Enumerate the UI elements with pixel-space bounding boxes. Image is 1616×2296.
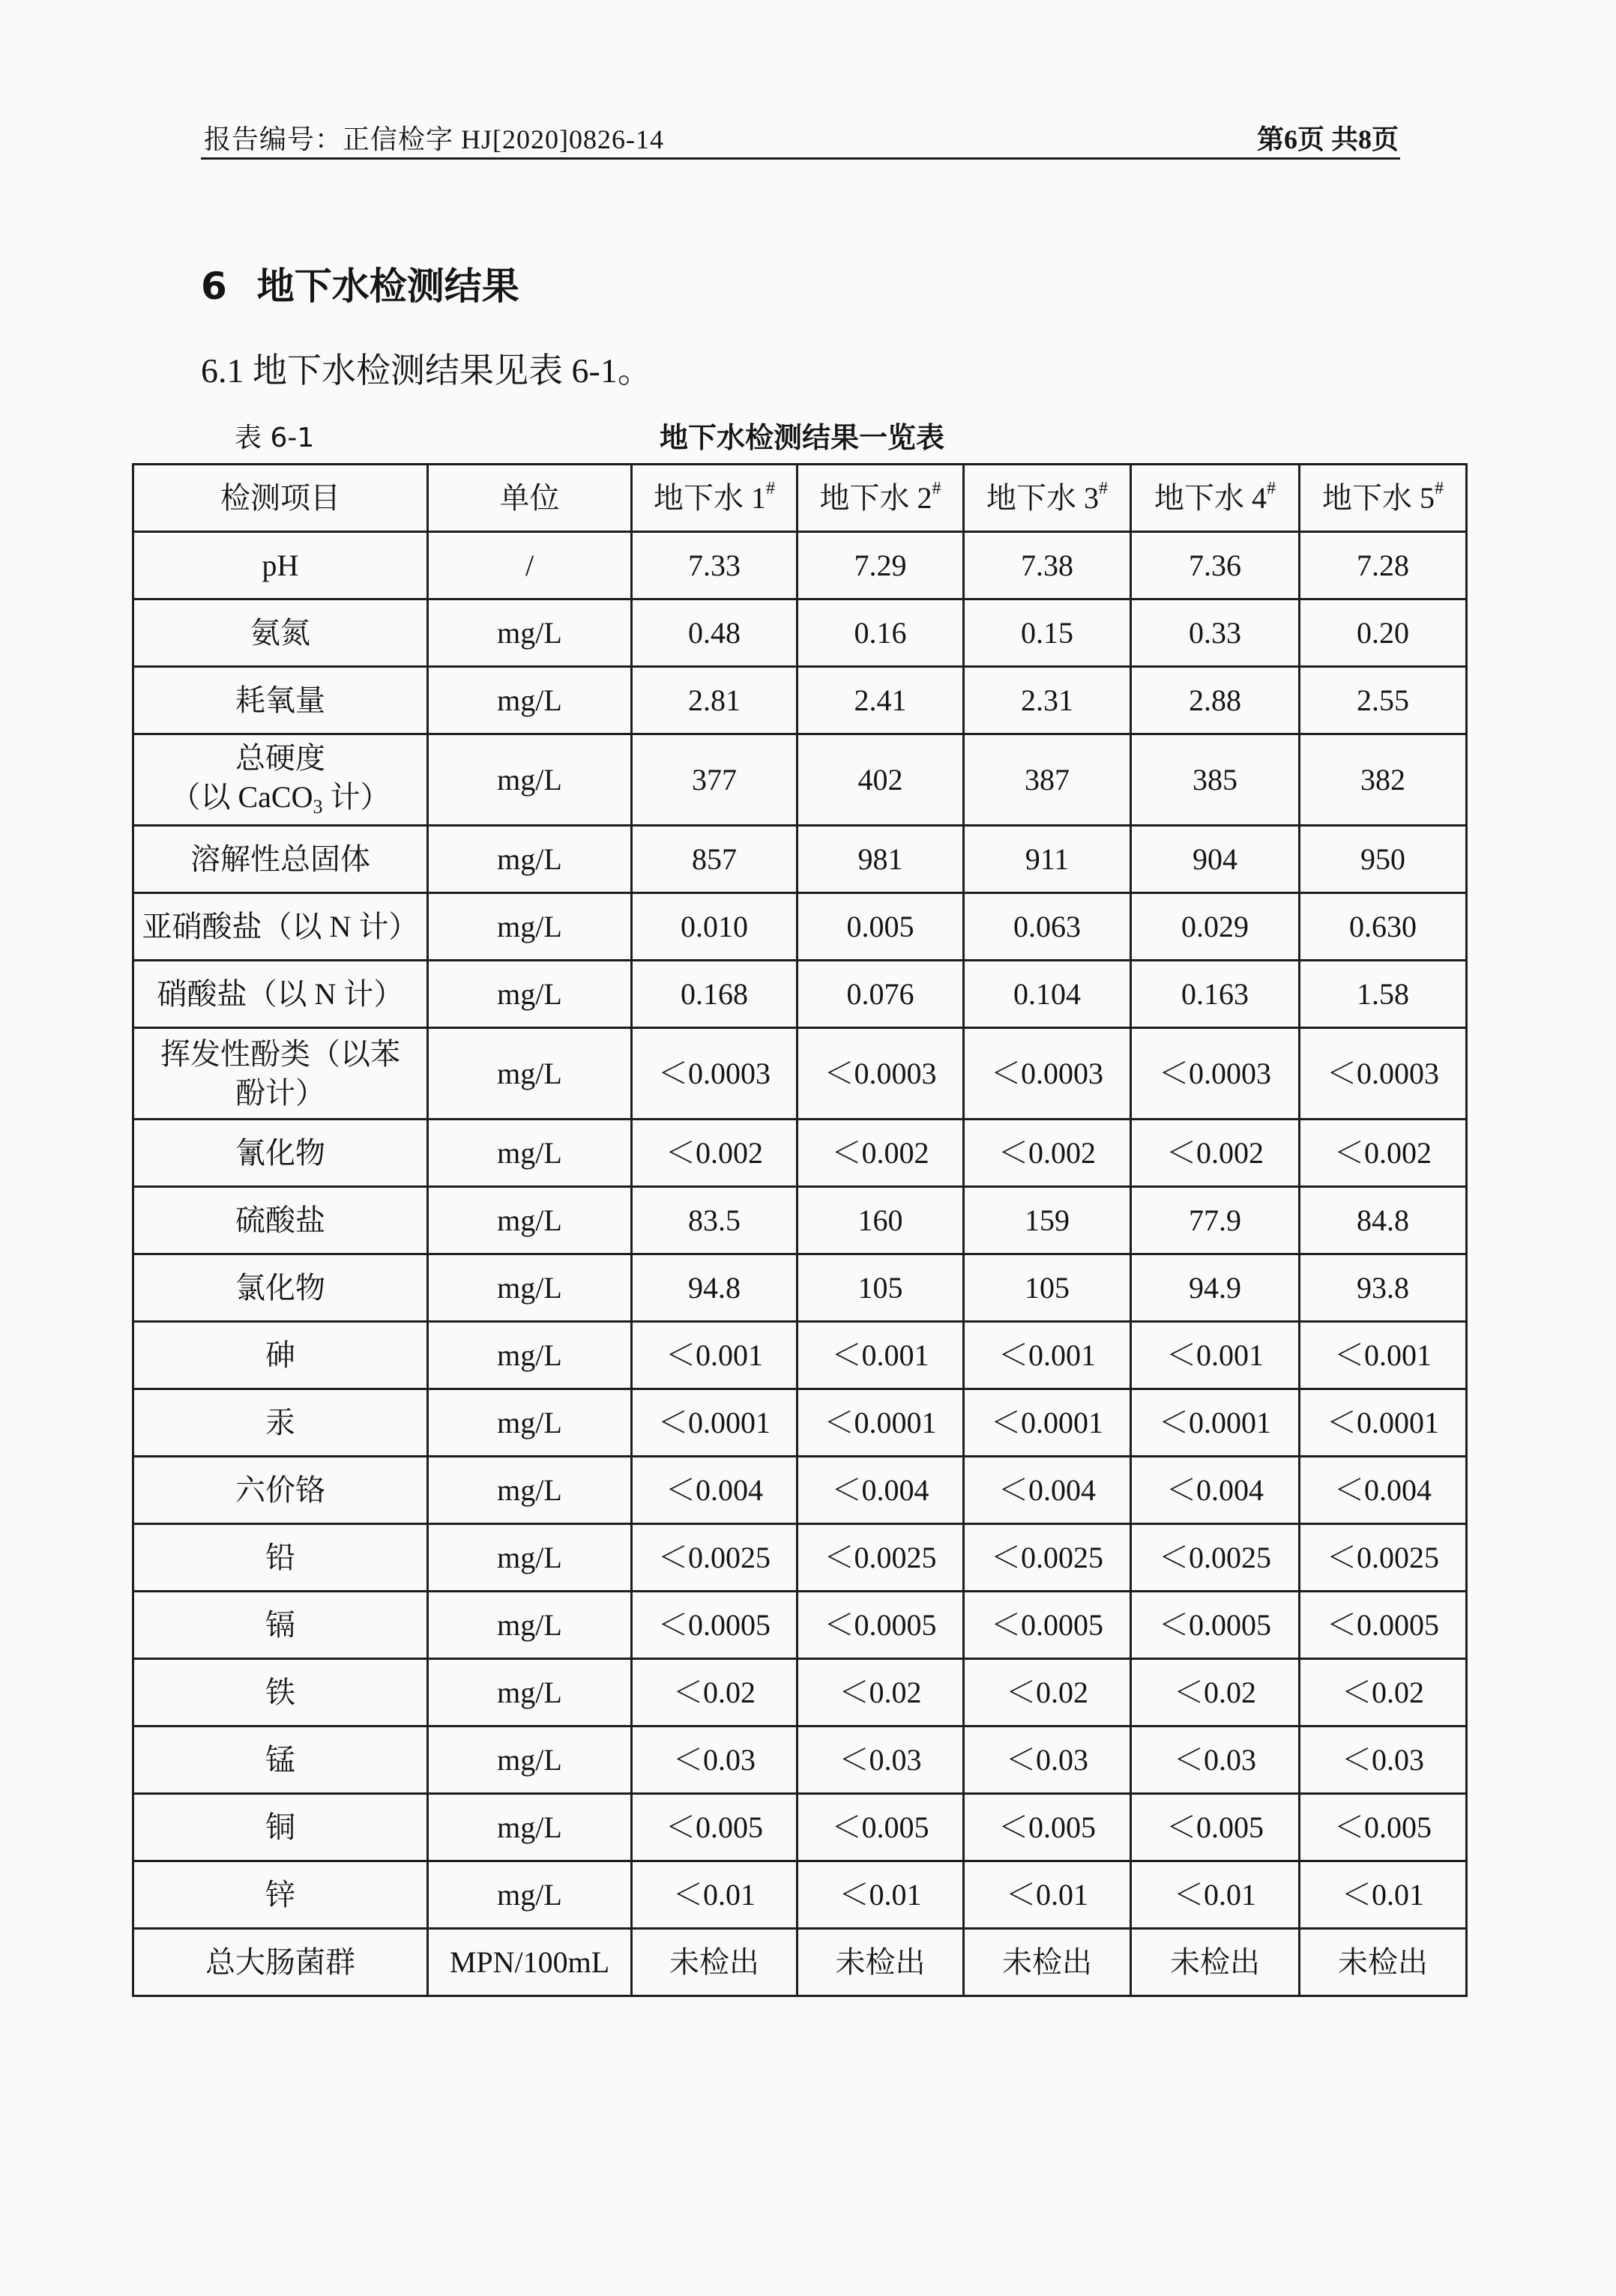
column-header-label: 地下水 4 bbox=[1154, 480, 1267, 515]
value-cell: ＜0.03 bbox=[1300, 1726, 1467, 1794]
unit-cell: mg/L bbox=[428, 1120, 632, 1187]
item-name: 总硬度 bbox=[235, 741, 325, 775]
item-name: 耗氧量 bbox=[235, 683, 325, 717]
value-cell: ＜0.005 bbox=[632, 1794, 798, 1861]
value-cell: ＜0.005 bbox=[798, 1794, 964, 1861]
item-name: 锌 bbox=[265, 1877, 295, 1912]
item-cell bbox=[133, 893, 428, 961]
item-cell bbox=[133, 1592, 428, 1659]
value-cell: 382 bbox=[1300, 734, 1467, 826]
value-cell: ＜0.02 bbox=[1131, 1659, 1300, 1726]
value-cell: 0.168 bbox=[632, 961, 798, 1028]
value-cell: 未检出 bbox=[1131, 1929, 1300, 1996]
table-row bbox=[133, 1254, 1467, 1322]
value-cell: 94.8 bbox=[632, 1254, 798, 1322]
unit-cell: mg/L bbox=[428, 961, 632, 1028]
item-note-subscript: 3 bbox=[313, 796, 323, 818]
item-cell bbox=[133, 1726, 428, 1794]
item-name: 汞 bbox=[265, 1405, 295, 1439]
column-header-label: 检测项目 bbox=[220, 480, 340, 515]
value-cell: ＜0.004 bbox=[632, 1457, 798, 1524]
value-cell: ＜0.001 bbox=[1300, 1322, 1467, 1389]
value-cell: ＜0.0005 bbox=[632, 1592, 798, 1659]
value-cell: ＜0.01 bbox=[798, 1861, 964, 1929]
value-cell: 2.55 bbox=[1300, 667, 1467, 734]
value-cell: ＜0.005 bbox=[964, 1794, 1131, 1861]
item-cell bbox=[133, 1389, 428, 1457]
value-cell: 0.076 bbox=[798, 961, 964, 1028]
value-cell: 7.38 bbox=[964, 532, 1131, 599]
value-cell: 0.33 bbox=[1131, 599, 1300, 667]
unit-cell: mg/L bbox=[428, 1592, 632, 1659]
item-name: 氨氮 bbox=[250, 615, 310, 650]
intro-paragraph: 6.1 地下水检测结果见表 6-1。 bbox=[201, 351, 652, 390]
table-row bbox=[133, 734, 1467, 826]
item-name: 砷 bbox=[265, 1338, 295, 1372]
value-cell: ＜0.0025 bbox=[964, 1524, 1131, 1592]
value-cell: 7.29 bbox=[798, 532, 964, 599]
column-header-label: 地下水 3 bbox=[986, 480, 1099, 515]
value-cell: ＜0.02 bbox=[798, 1659, 964, 1726]
unit-cell: mg/L bbox=[428, 1457, 632, 1524]
value-cell: ＜0.005 bbox=[1300, 1794, 1467, 1861]
table-label: 表 6-1 bbox=[235, 423, 315, 453]
item-note bbox=[134, 778, 426, 821]
section-heading bbox=[201, 256, 519, 310]
column-header-mark: # bbox=[1099, 478, 1108, 498]
value-cell: ＜0.0025 bbox=[1131, 1524, 1300, 1592]
value-cell: 未检出 bbox=[964, 1929, 1131, 1996]
value-cell: 未检出 bbox=[1300, 1929, 1467, 1996]
unit-cell: / bbox=[428, 532, 632, 599]
value-cell: 377 bbox=[632, 734, 798, 826]
column-header-label: 地下水 5 bbox=[1322, 480, 1435, 515]
value-cell: 105 bbox=[798, 1254, 964, 1322]
value-cell: 2.81 bbox=[632, 667, 798, 734]
item-cell bbox=[133, 667, 428, 734]
value-cell: 84.8 bbox=[1300, 1187, 1467, 1254]
section-number: 6 bbox=[201, 265, 227, 308]
value-cell: ＜0.0005 bbox=[1300, 1592, 1467, 1659]
item-name: 酚计） bbox=[235, 1075, 325, 1110]
value-cell: ＜0.0025 bbox=[798, 1524, 964, 1592]
section-title: 地下水检测结果 bbox=[256, 265, 519, 308]
value-cell: ＜0.001 bbox=[632, 1322, 798, 1389]
column-header-label: 地下水 2 bbox=[819, 480, 932, 515]
value-cell: ＜0.0001 bbox=[964, 1389, 1131, 1457]
item-cell bbox=[133, 961, 428, 1028]
table-row bbox=[133, 1120, 1467, 1187]
value-cell: 77.9 bbox=[1131, 1187, 1300, 1254]
value-cell: 159 bbox=[964, 1187, 1131, 1254]
page-number: 第6页 共8页 bbox=[1256, 124, 1399, 154]
unit-cell: mg/L bbox=[428, 1254, 632, 1322]
item-name: 硫酸盐 bbox=[235, 1203, 325, 1237]
value-cell: 0.029 bbox=[1131, 893, 1300, 961]
value-cell: ＜0.004 bbox=[1300, 1457, 1467, 1524]
value-cell: 94.9 bbox=[1131, 1254, 1300, 1322]
item-cell bbox=[133, 734, 428, 826]
value-cell: ＜0.01 bbox=[632, 1861, 798, 1929]
table-row bbox=[133, 1028, 1467, 1120]
item-note-text: 计） bbox=[322, 780, 391, 814]
value-cell: 未检出 bbox=[798, 1929, 964, 1996]
unit-cell: mg/L bbox=[428, 1187, 632, 1254]
value-cell: 7.28 bbox=[1300, 532, 1467, 599]
column-header bbox=[964, 465, 1131, 532]
item-name: 氯化物 bbox=[235, 1270, 325, 1305]
table-row bbox=[133, 1659, 1467, 1726]
table-row bbox=[133, 1929, 1467, 1996]
item-cell bbox=[133, 532, 428, 599]
value-cell: 402 bbox=[798, 734, 964, 826]
item-name: 硝酸盐（以 N 计） bbox=[157, 976, 404, 1011]
table-row bbox=[133, 826, 1467, 893]
value-cell: 981 bbox=[798, 826, 964, 893]
unit-cell: mg/L bbox=[428, 1726, 632, 1794]
column-header bbox=[1131, 465, 1300, 532]
item-name: 六价铬 bbox=[235, 1472, 325, 1507]
unit-cell: mg/L bbox=[428, 734, 632, 826]
item-name: 总大肠菌群 bbox=[205, 1945, 355, 1979]
table-row bbox=[133, 1457, 1467, 1524]
results-table bbox=[132, 463, 1468, 1997]
value-cell: ＜0.0025 bbox=[1300, 1524, 1467, 1592]
unit-cell: mg/L bbox=[428, 826, 632, 893]
unit-cell: mg/L bbox=[428, 1861, 632, 1929]
unit-cell: mg/L bbox=[428, 1794, 632, 1861]
column-header bbox=[133, 465, 428, 532]
value-cell: ＜0.01 bbox=[964, 1861, 1131, 1929]
value-cell: 385 bbox=[1131, 734, 1300, 826]
item-cell bbox=[133, 599, 428, 667]
value-cell: ＜0.005 bbox=[1131, 1794, 1300, 1861]
header-divider bbox=[201, 157, 1400, 160]
value-cell: ＜0.02 bbox=[964, 1659, 1131, 1726]
value-cell: ＜0.001 bbox=[798, 1322, 964, 1389]
column-header bbox=[428, 465, 632, 532]
value-cell: 950 bbox=[1300, 826, 1467, 893]
value-cell: 93.8 bbox=[1300, 1254, 1467, 1322]
value-cell: ＜0.002 bbox=[632, 1120, 798, 1187]
table-row bbox=[133, 1322, 1467, 1389]
item-note-text: （以 CaCO bbox=[170, 780, 313, 814]
value-cell: 0.15 bbox=[964, 599, 1131, 667]
unit-cell: mg/L bbox=[428, 667, 632, 734]
column-header-label: 单位 bbox=[499, 480, 560, 515]
column-header-mark: # bbox=[766, 478, 775, 498]
value-cell: 2.31 bbox=[964, 667, 1131, 734]
value-cell: ＜0.002 bbox=[1300, 1120, 1467, 1187]
value-cell: 2.41 bbox=[798, 667, 964, 734]
table-row bbox=[133, 1592, 1467, 1659]
item-name: 铅 bbox=[265, 1540, 295, 1574]
value-cell: ＜0.001 bbox=[964, 1322, 1131, 1389]
item-cell bbox=[133, 826, 428, 893]
value-cell: ＜0.0003 bbox=[632, 1028, 798, 1120]
column-header bbox=[798, 465, 964, 532]
value-cell: 2.88 bbox=[1131, 667, 1300, 734]
value-cell: ＜0.001 bbox=[1131, 1322, 1300, 1389]
value-cell: ＜0.02 bbox=[1300, 1659, 1467, 1726]
item-name: 锰 bbox=[265, 1742, 295, 1777]
column-header-label: 地下水 1 bbox=[654, 480, 766, 515]
value-cell: 7.36 bbox=[1131, 532, 1300, 599]
value-cell: 0.005 bbox=[798, 893, 964, 961]
unit-cell: MPN/100mL bbox=[428, 1929, 632, 1996]
unit-cell: mg/L bbox=[428, 1028, 632, 1120]
value-cell: 160 bbox=[798, 1187, 964, 1254]
value-cell: ＜0.03 bbox=[798, 1726, 964, 1794]
value-cell: 0.010 bbox=[632, 893, 798, 961]
item-name: 镉 bbox=[265, 1607, 295, 1642]
unit-cell: mg/L bbox=[428, 893, 632, 961]
value-cell: ＜0.0005 bbox=[1131, 1592, 1300, 1659]
value-cell: ＜0.0005 bbox=[798, 1592, 964, 1659]
value-cell: 0.20 bbox=[1300, 599, 1467, 667]
table-row bbox=[133, 667, 1467, 734]
value-cell: ＜0.0003 bbox=[798, 1028, 964, 1120]
value-cell: ＜0.002 bbox=[798, 1120, 964, 1187]
value-cell: ＜0.004 bbox=[798, 1457, 964, 1524]
value-cell: ＜0.03 bbox=[1131, 1726, 1300, 1794]
value-cell: 904 bbox=[1131, 826, 1300, 893]
item-cell bbox=[133, 1929, 428, 1996]
value-cell: ＜0.01 bbox=[1131, 1861, 1300, 1929]
table-row bbox=[133, 1794, 1467, 1861]
value-cell: 105 bbox=[964, 1254, 1131, 1322]
value-cell: 0.630 bbox=[1300, 893, 1467, 961]
table-title: 地下水检测结果一览表 bbox=[660, 421, 945, 454]
table-row bbox=[133, 1187, 1467, 1254]
value-cell: ＜0.03 bbox=[964, 1726, 1131, 1794]
value-cell: ＜0.002 bbox=[1131, 1120, 1300, 1187]
item-name: 溶解性总固体 bbox=[190, 842, 370, 876]
value-cell: ＜0.0005 bbox=[964, 1592, 1131, 1659]
unit-cell: mg/L bbox=[428, 1389, 632, 1457]
value-cell: 0.48 bbox=[632, 599, 798, 667]
item-cell bbox=[133, 1322, 428, 1389]
column-header-mark: # bbox=[932, 478, 941, 498]
table-body bbox=[133, 532, 1467, 1996]
value-cell: 0.063 bbox=[964, 893, 1131, 961]
column-header-mark: # bbox=[1435, 478, 1444, 498]
item-name: pH bbox=[262, 548, 299, 582]
item-cell bbox=[133, 1457, 428, 1524]
item-cell bbox=[133, 1254, 428, 1322]
column-header bbox=[1300, 465, 1467, 532]
item-cell bbox=[133, 1524, 428, 1592]
table-row bbox=[133, 961, 1467, 1028]
value-cell: 0.104 bbox=[964, 961, 1131, 1028]
item-cell bbox=[133, 1794, 428, 1861]
value-cell: 911 bbox=[964, 826, 1131, 893]
value-cell: ＜0.01 bbox=[1300, 1861, 1467, 1929]
table-header-row bbox=[133, 465, 1467, 532]
report-number: 报告编号：正信检字 HJ[2020]0826-14 bbox=[204, 124, 664, 154]
value-cell: ＜0.0025 bbox=[632, 1524, 798, 1592]
unit-cell: mg/L bbox=[428, 1322, 632, 1389]
item-cell bbox=[133, 1659, 428, 1726]
value-cell: 未检出 bbox=[632, 1929, 798, 1996]
value-cell: ＜0.0001 bbox=[632, 1389, 798, 1457]
table-row bbox=[133, 599, 1467, 667]
value-cell: ＜0.0003 bbox=[1131, 1028, 1300, 1120]
value-cell: ＜0.0001 bbox=[1300, 1389, 1467, 1457]
value-cell: ＜0.002 bbox=[964, 1120, 1131, 1187]
table-row bbox=[133, 1389, 1467, 1457]
table-header bbox=[133, 465, 1467, 532]
value-cell: ＜0.0001 bbox=[1131, 1389, 1300, 1457]
value-cell: ＜0.0003 bbox=[964, 1028, 1131, 1120]
unit-cell: mg/L bbox=[428, 1524, 632, 1592]
value-cell: ＜0.03 bbox=[632, 1726, 798, 1794]
unit-cell: mg/L bbox=[428, 599, 632, 667]
item-cell bbox=[133, 1861, 428, 1929]
unit-cell: mg/L bbox=[428, 1659, 632, 1726]
value-cell: ＜0.0001 bbox=[798, 1389, 964, 1457]
table-row bbox=[133, 1524, 1467, 1592]
table-row bbox=[133, 893, 1467, 961]
item-cell bbox=[133, 1187, 428, 1254]
item-name: 铁 bbox=[265, 1675, 295, 1709]
value-cell: 7.33 bbox=[632, 532, 798, 599]
item-name: 氰化物 bbox=[235, 1135, 325, 1170]
item-name: 挥发性酚类（以苯 bbox=[160, 1036, 400, 1071]
value-cell: 387 bbox=[964, 734, 1131, 826]
value-cell: ＜0.02 bbox=[632, 1659, 798, 1726]
value-cell: 0.163 bbox=[1131, 961, 1300, 1028]
column-header-mark: # bbox=[1267, 478, 1276, 498]
item-name: 亚硝酸盐（以 N 计） bbox=[142, 909, 419, 943]
item-cell bbox=[133, 1120, 428, 1187]
table-row bbox=[133, 1726, 1467, 1794]
value-cell: 0.16 bbox=[798, 599, 964, 667]
value-cell: ＜0.0003 bbox=[1300, 1028, 1467, 1120]
value-cell: 83.5 bbox=[632, 1187, 798, 1254]
table-row bbox=[133, 532, 1467, 599]
value-cell: ＜0.004 bbox=[964, 1457, 1131, 1524]
value-cell: 857 bbox=[632, 826, 798, 893]
value-cell: 1.58 bbox=[1300, 961, 1467, 1028]
item-name: 铜 bbox=[265, 1810, 295, 1844]
item-cell bbox=[133, 1028, 428, 1120]
value-cell: ＜0.004 bbox=[1131, 1457, 1300, 1524]
column-header bbox=[632, 465, 798, 532]
table-row bbox=[133, 1861, 1467, 1929]
